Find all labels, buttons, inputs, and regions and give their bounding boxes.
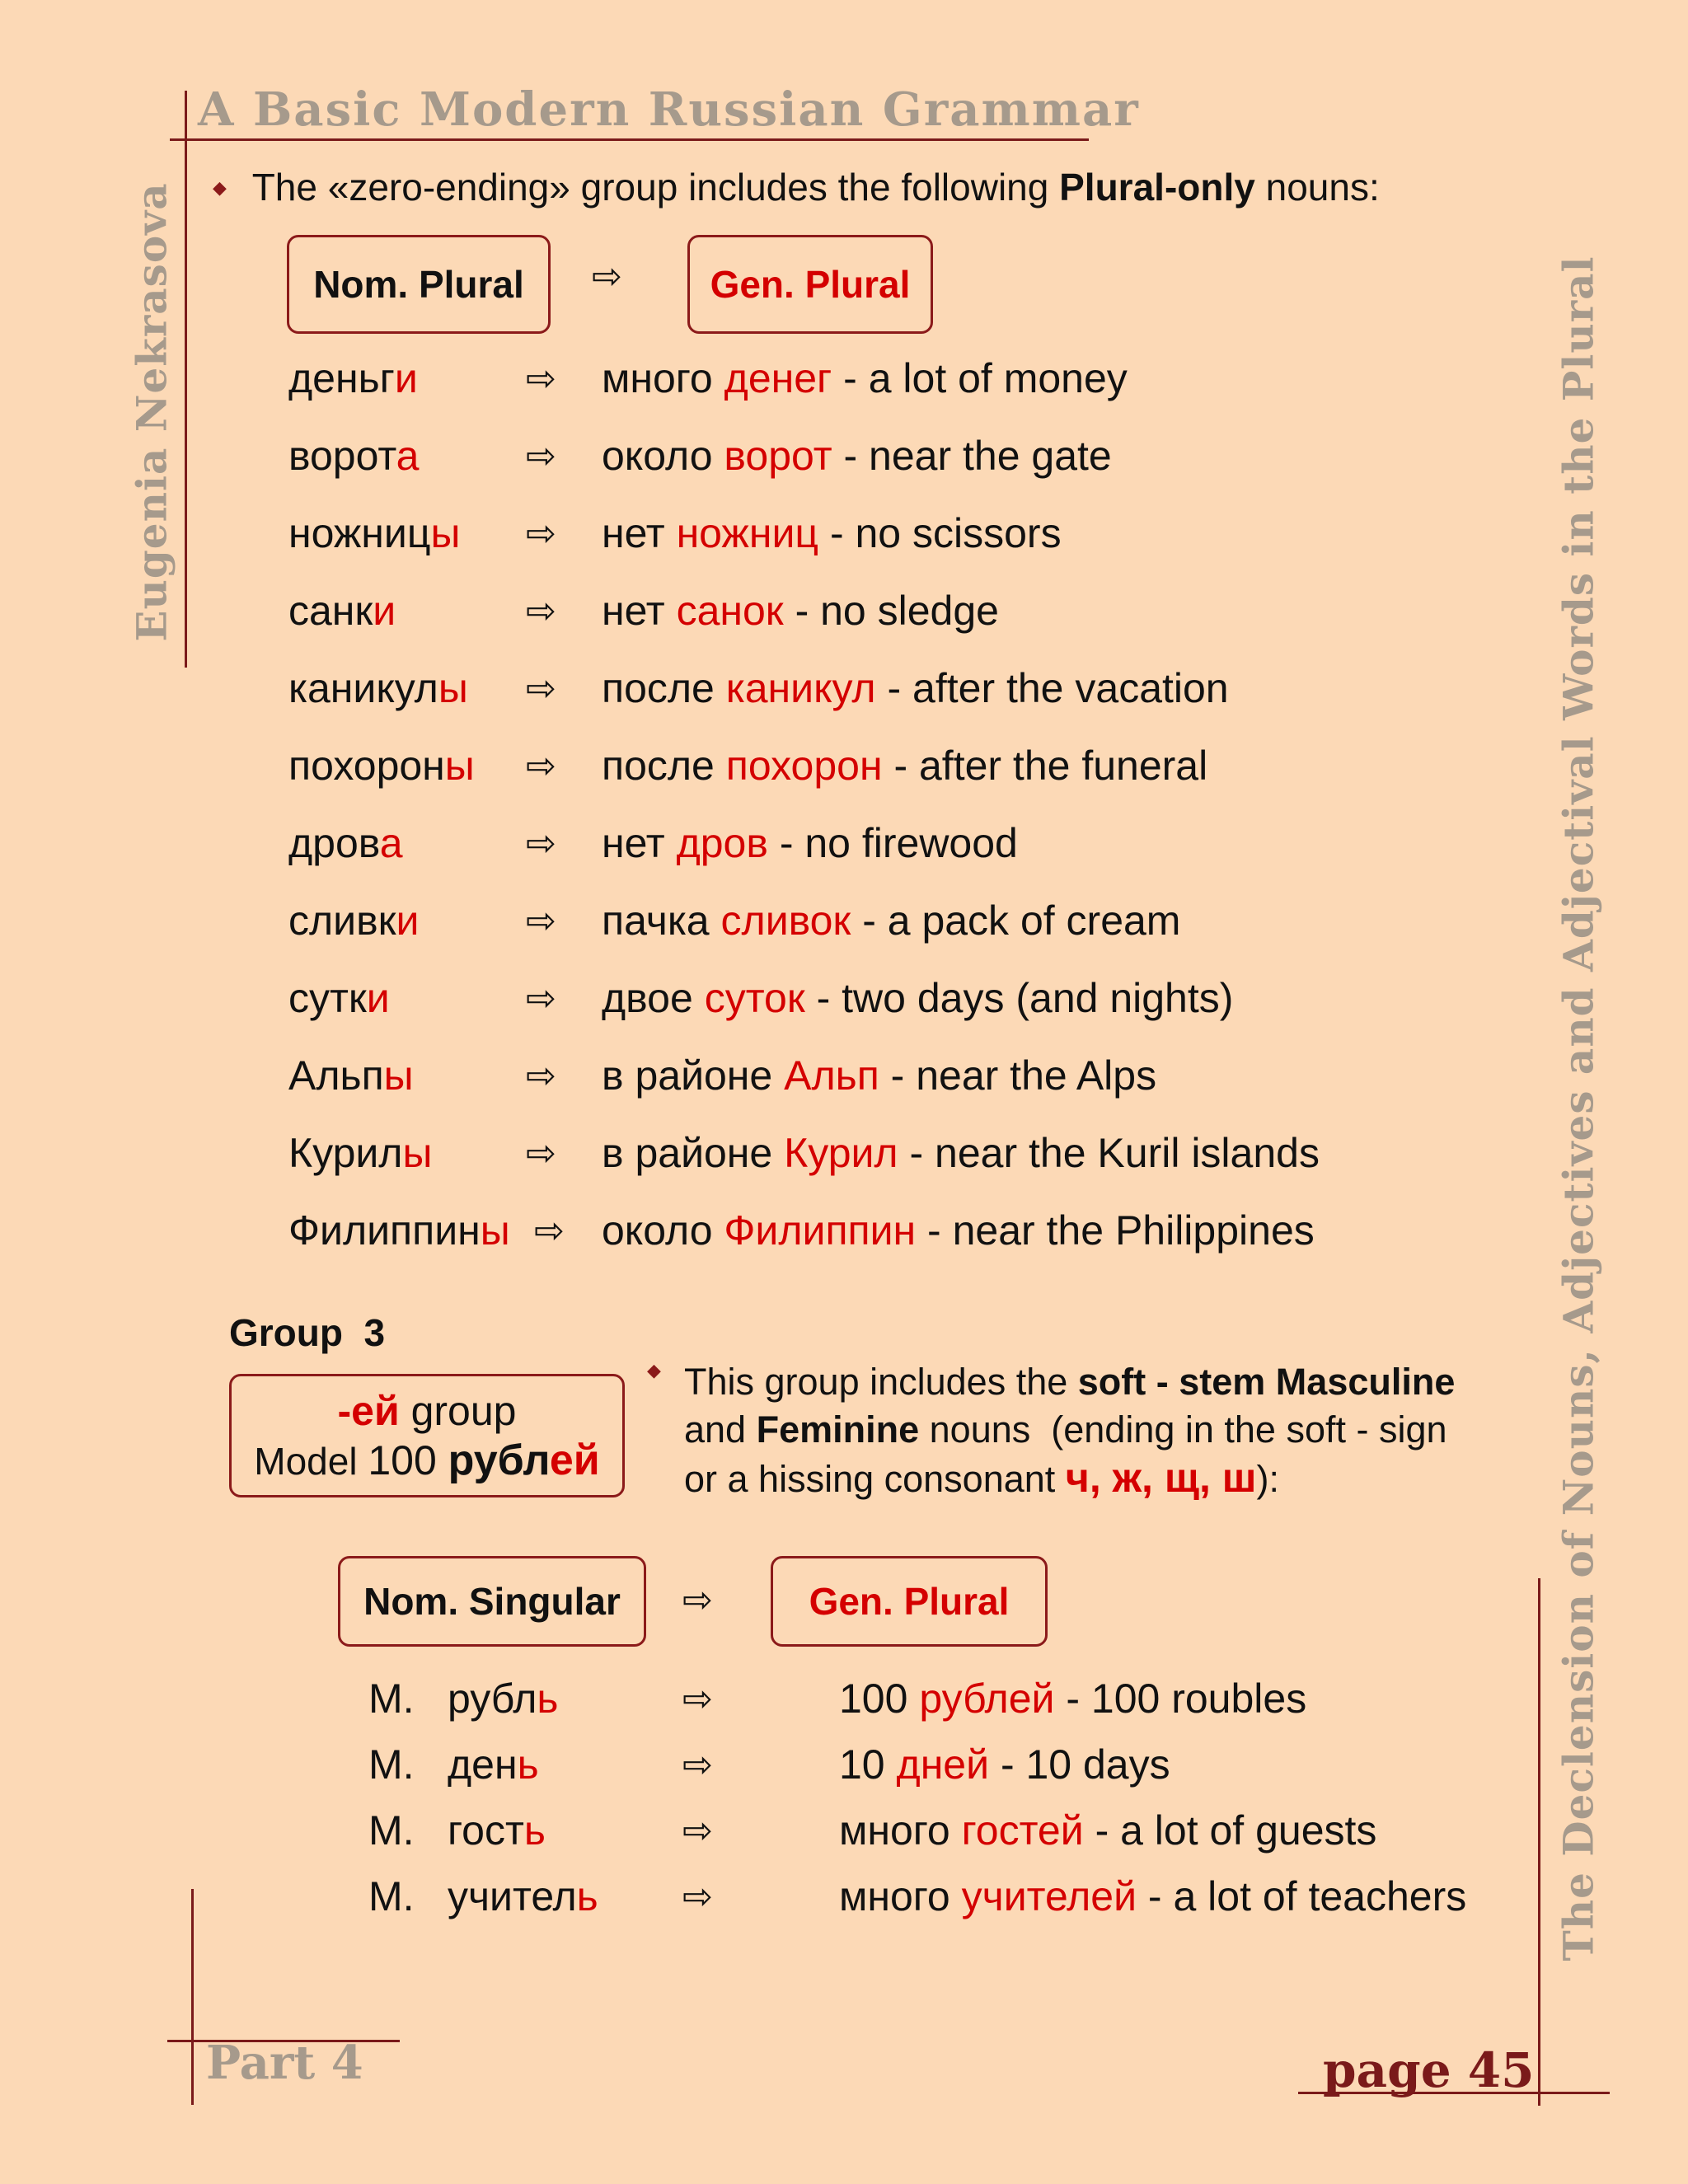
author-vertical	[125, 165, 178, 659]
frame-line-right-vertical	[1538, 1578, 1540, 2106]
intro-text-1: The «zero-ending» group includes the following	[251, 166, 1060, 209]
right-arrow-icon: ⇨	[526, 668, 556, 709]
phrase-prefix: много	[602, 355, 724, 401]
phrase-prefix: 10	[839, 1741, 897, 1788]
gender-label: M.	[368, 1807, 415, 1854]
word-ending: ы	[444, 743, 475, 789]
right-arrow-icon: ⇨	[682, 1580, 713, 1620]
word-ending: ы	[383, 1052, 414, 1099]
right-arrow-icon: ⇨	[526, 1056, 556, 1096]
gen-plural-phrase	[602, 897, 1180, 944]
diamond-bullet-icon: ◆	[213, 177, 227, 198]
word-stem: каникул	[288, 665, 438, 711]
phrase-prefix: после	[602, 665, 726, 711]
gen-plural-phrase	[602, 1052, 1156, 1099]
right-arrow-icon: ⇨	[592, 256, 622, 297]
gen-plural-word: суток	[704, 975, 805, 1021]
translation: - two days (and nights)	[804, 975, 1234, 1021]
right-arrow-icon: ⇨	[682, 1811, 713, 1851]
translation: - near the Alps	[879, 1052, 1157, 1099]
gen-plural-word: каникул	[725, 665, 876, 711]
translation: - a pack of cream	[851, 898, 1181, 944]
word-stem: ворот	[288, 433, 396, 479]
translation: - a lot of teachers	[1137, 1873, 1467, 1919]
right-arrow-icon: ⇨	[682, 1679, 713, 1719]
right-arrow-icon: ⇨	[526, 436, 556, 476]
nom-plural-word	[288, 1207, 510, 1254]
word-ending: и	[394, 355, 418, 401]
word-stem: деньг	[288, 355, 395, 401]
phrase-prefix: нет	[602, 820, 677, 866]
part-label: Part 4	[206, 2036, 363, 2090]
word-stem: Филиппин	[288, 1207, 481, 1254]
gen-plural-phrase	[602, 1129, 1320, 1177]
word-ending: ы	[480, 1207, 510, 1254]
translation: - near the Philippines	[916, 1207, 1315, 1254]
gen-plural-word: похорон	[725, 743, 883, 789]
gen-plural-phrase	[602, 1207, 1315, 1254]
gen-plural-phrase	[602, 664, 1229, 712]
chapter-title: The Declension of Nouns, Adjectives and Adjectival Words in the Plural	[1554, 255, 1603, 1961]
translation: - after the funeral	[882, 743, 1208, 789]
gen-plural-word: ножниц	[676, 510, 819, 556]
diamond-bullet-icon: ◆	[647, 1360, 661, 1380]
nom-plural-word	[288, 587, 396, 635]
gen-plural-word: дней	[896, 1741, 990, 1788]
word-stem: Курил	[288, 1130, 403, 1176]
nom-plural-word	[288, 354, 418, 402]
gen-plural-phrase	[839, 1741, 1170, 1788]
intro-paragraph	[213, 165, 1380, 209]
gen-plural-phrase	[839, 1675, 1306, 1722]
word-ending: и	[373, 588, 396, 634]
frame-line-left-bottom-vertical	[191, 1889, 194, 2105]
gen-plural-phrase	[602, 819, 1018, 867]
group-3-box-line1: -ей group	[337, 1387, 517, 1434]
word-ending: и	[366, 975, 390, 1021]
nom-plural-word	[288, 509, 460, 557]
gender-label: M.	[368, 1873, 415, 1919]
word-stem: похорон	[288, 743, 445, 789]
intro-text-2: nouns:	[1254, 166, 1380, 209]
nom-plural-word	[288, 432, 419, 480]
intro-bold: Plural-only	[1059, 166, 1255, 209]
gen-plural-word: гостей	[961, 1807, 1084, 1854]
phrase-prefix: в районе	[602, 1052, 785, 1099]
gen-plural-word: дров	[676, 820, 768, 866]
word-stem: рубл	[448, 1675, 537, 1722]
right-arrow-icon: ⇨	[526, 591, 556, 631]
gen-plural-word: санок	[676, 588, 784, 634]
word-stem: санк	[288, 588, 373, 634]
word-stem: учител	[448, 1873, 577, 1919]
gen-plural-phrase	[602, 354, 1128, 402]
gen-plural-word: рублей	[919, 1675, 1055, 1722]
word-stem: ден	[448, 1741, 518, 1788]
word-ending: ь	[576, 1873, 598, 1919]
author-name: Eugenia Nekrasova	[127, 182, 176, 642]
frame-line-top	[170, 138, 1089, 141]
phrase-prefix: после	[602, 743, 726, 789]
right-arrow-icon: ⇨	[682, 1877, 713, 1917]
gen-plural-word: ворот	[724, 433, 832, 479]
phrase-prefix: в районе	[602, 1130, 785, 1176]
word-ending: ь	[523, 1807, 546, 1854]
word-ending: и	[396, 898, 420, 944]
nom-singular-word	[448, 1675, 558, 1722]
word-ending: ы	[402, 1130, 433, 1176]
right-arrow-icon: ⇨	[682, 1745, 713, 1785]
translation: - near the gate	[832, 433, 1112, 479]
phrase-prefix: двое	[602, 975, 705, 1021]
group-3-box-line2: Model 100 рублей	[254, 1436, 600, 1484]
group-3-heading: Group 3	[229, 1311, 386, 1354]
group-3-box	[229, 1374, 625, 1497]
nom-singular-header: Nom. Singular	[338, 1556, 646, 1647]
right-arrow-icon: ⇨	[526, 359, 556, 399]
nom-singular-word	[448, 1807, 546, 1854]
gen-plural-word: сливок	[720, 898, 851, 944]
word-stem: Альп	[288, 1052, 384, 1099]
right-arrow-icon: ⇨	[526, 901, 556, 941]
nom-singular-word	[448, 1741, 539, 1788]
nom-plural-word	[288, 742, 475, 790]
nom-singular-word	[448, 1872, 598, 1920]
translation: - after the vacation	[875, 665, 1229, 711]
gen-plural-phrase	[602, 509, 1062, 557]
right-arrow-icon: ⇨	[526, 823, 556, 864]
gen-plural-word: Альп	[784, 1052, 879, 1099]
gen-plural-word: Курил	[784, 1130, 898, 1176]
gen-plural-phrase	[602, 432, 1112, 480]
word-stem: сливк	[288, 898, 396, 944]
translation: - a lot of guests	[1083, 1807, 1377, 1854]
word-ending: ь	[517, 1741, 539, 1788]
translation: - no sledge	[783, 588, 999, 634]
gen-plural-phrase	[602, 974, 1233, 1022]
gen-plural-phrase	[839, 1807, 1376, 1854]
phrase-prefix: много	[839, 1873, 962, 1919]
right-arrow-icon: ⇨	[526, 978, 556, 1019]
phrase-prefix: пачка	[602, 898, 721, 944]
gen-plural-phrase	[602, 742, 1207, 790]
gen-plural-phrase	[839, 1872, 1466, 1920]
group-3-description: This group includes the soft - stem Masculine and Feminine nouns (ending in the soft - sign or a hissing consonant ч, ж, щ, ш):	[684, 1361, 1456, 1501]
phrase-prefix: 100	[839, 1675, 920, 1722]
word-ending: ы	[438, 665, 468, 711]
book-title: A Basic Modern Russian Grammar	[198, 82, 1140, 137]
word-ending: а	[379, 820, 403, 866]
word-stem: дров	[288, 820, 380, 866]
page-number: page 45	[1323, 2042, 1535, 2098]
phrase-prefix: нет	[602, 510, 677, 556]
right-arrow-icon: ⇨	[526, 1133, 556, 1174]
nom-plural-word	[288, 974, 390, 1022]
word-ending: ь	[537, 1675, 559, 1722]
gender-label: M.	[368, 1741, 415, 1788]
nom-plural-word	[288, 1052, 414, 1099]
translation: - near the Kuril islands	[898, 1130, 1320, 1176]
gen-plural-header-2: Gen. Plural	[771, 1556, 1048, 1647]
word-stem: ножниц	[288, 510, 431, 556]
translation: - 100 roubles	[1054, 1675, 1307, 1722]
phrase-prefix: нет	[602, 588, 677, 634]
nom-plural-word	[288, 1129, 432, 1177]
right-arrow-icon: ⇨	[534, 1211, 565, 1251]
nom-plural-header: Nom. Plural	[287, 235, 551, 334]
gen-plural-word: учителей	[961, 1873, 1137, 1919]
translation: - no scissors	[818, 510, 1062, 556]
phrase-prefix: около	[602, 1207, 724, 1254]
gen-plural-phrase	[602, 587, 999, 635]
gen-plural-header: Gen. Plural	[687, 235, 933, 334]
chapter-title-vertical	[1550, 190, 1607, 2027]
translation: - a lot of money	[832, 355, 1128, 401]
right-arrow-icon: ⇨	[526, 513, 556, 554]
nom-plural-word	[288, 664, 468, 712]
phrase-prefix: много	[839, 1807, 962, 1854]
translation: - 10 days	[989, 1741, 1170, 1788]
gen-plural-word: Филиппин	[724, 1207, 917, 1254]
gender-label: M.	[368, 1675, 415, 1722]
word-ending: ы	[430, 510, 461, 556]
right-arrow-icon: ⇨	[526, 746, 556, 786]
translation: - no firewood	[767, 820, 1018, 866]
nom-plural-word	[288, 897, 419, 944]
word-stem: гост	[448, 1807, 524, 1854]
phrase-prefix: около	[602, 433, 724, 479]
nom-plural-word	[288, 819, 403, 867]
gen-plural-word: денег	[724, 355, 832, 401]
word-ending: а	[396, 433, 420, 479]
frame-line-left-top	[185, 91, 187, 668]
word-stem: сутк	[288, 975, 367, 1021]
